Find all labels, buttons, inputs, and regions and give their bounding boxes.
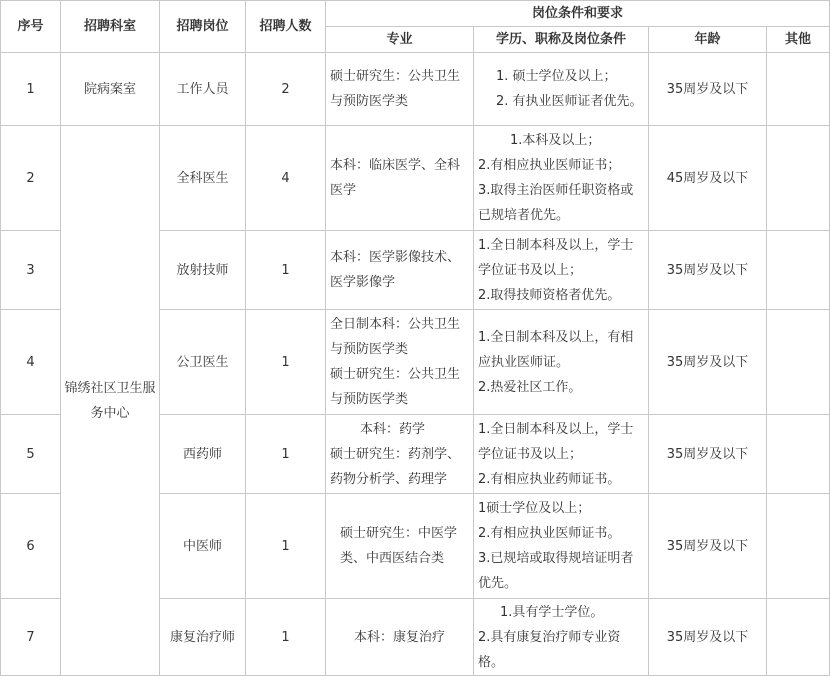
header-education: 学历、职称及岗位条件	[474, 27, 649, 53]
major-line: 本科：康复治疗	[353, 629, 445, 645]
requirement-line: 2.有相应执业医师证书；	[478, 158, 621, 173]
requirement-line: 学位证书及以上；	[478, 446, 583, 462]
cell-post: 中医师	[160, 494, 246, 599]
cell-seq: 3	[1, 231, 61, 310]
cell-post: 放射技师	[160, 231, 246, 310]
cell-major	[326, 126, 474, 231]
requirement-line: 2.有相应执业医师证书。	[478, 526, 621, 541]
cell-post: 西药师	[160, 415, 246, 494]
requirement-line: 3.已规培或取得规培证明者	[478, 551, 634, 566]
cell-requirements	[474, 126, 649, 231]
cell-age: 45周岁及以下	[649, 126, 767, 231]
cell-major	[326, 53, 474, 126]
cell-count: 1	[246, 494, 326, 599]
cell-count: 2	[246, 53, 326, 126]
cell-seq: 1	[1, 53, 61, 126]
requirement-line: 2.取得技师资格者优先。	[478, 287, 621, 303]
header-age: 年龄	[649, 27, 767, 53]
cell-requirements	[474, 53, 649, 126]
cell-dept-merged: 锦绣社区卫生服务中心	[61, 126, 160, 676]
requirement-line: 3.取得主治医师任职资格或	[478, 183, 634, 198]
cell-count: 1	[246, 599, 326, 676]
cell-other	[767, 310, 830, 415]
cell-count: 1	[246, 415, 326, 494]
requirement-line: 1.全日制本科及以上，学士	[478, 421, 634, 437]
header-row-1	[1, 1, 830, 27]
cell-major	[326, 599, 474, 676]
major-line: 医学影像学	[330, 275, 396, 290]
header-count: 招聘人数	[246, 1, 326, 53]
header-conditions: 岗位条件和要求	[326, 1, 830, 27]
major-line: 硕士研究生：药剂学、	[330, 446, 461, 462]
cell-other	[767, 53, 830, 126]
header-major: 专业	[326, 27, 474, 53]
requirement-line: 1.具有学士学位。	[500, 604, 604, 620]
requirement-line: 2.具有康复治疗师专业资格。	[478, 629, 621, 670]
requirement-line: 已规培者优先。	[478, 208, 570, 223]
cell-post: 公卫医生	[160, 310, 246, 415]
cell-age: 35周岁及以下	[649, 415, 767, 494]
requirement-line: 1.全日制本科及以上，有相	[478, 329, 634, 345]
requirement-line: 1硕士学位及以上；	[478, 501, 591, 516]
cell-other	[767, 599, 830, 676]
header-other: 其他	[767, 27, 830, 53]
cell-major	[326, 231, 474, 310]
requirement-line: 1. 硕士学位及以上；	[496, 69, 617, 84]
requirement-line: 应执业医师证。	[478, 354, 570, 370]
requirement-line: 2. 有执业医师证者优先。	[496, 94, 643, 109]
major-line: 本科：临床医学、全科	[330, 158, 461, 173]
requirement-line: 1.本科及以上；	[510, 133, 601, 148]
cell-seq: 6	[1, 494, 61, 599]
cell-other	[767, 415, 830, 494]
header-post: 招聘岗位	[160, 1, 246, 53]
major-line: 本科：医学影像技术、	[330, 250, 461, 265]
cell-post: 工作人员	[160, 53, 246, 126]
cell-requirements	[474, 231, 649, 310]
requirement-line: 2.有相应执业药师证书。	[478, 471, 621, 487]
cell-requirements	[474, 310, 649, 415]
cell-other	[767, 231, 830, 310]
cell-count: 4	[246, 126, 326, 231]
cell-requirements	[474, 599, 649, 676]
cell-requirements	[474, 415, 649, 494]
cell-other	[767, 494, 830, 599]
table-row	[1, 53, 830, 126]
cell-major	[326, 415, 474, 494]
cell-age: 35周岁及以下	[649, 231, 767, 310]
cell-count: 1	[246, 310, 326, 415]
cell-major	[326, 310, 474, 415]
header-dept: 招聘科室	[61, 1, 160, 53]
table-row	[1, 126, 830, 231]
cell-age: 35周岁及以下	[649, 53, 767, 126]
cell-dept: 院病案室	[61, 53, 160, 126]
major-line: 硕士研究生：公共卫生	[330, 69, 461, 84]
cell-other	[767, 126, 830, 231]
cell-seq: 4	[1, 310, 61, 415]
major-line: 类、中西医结合类	[340, 551, 445, 566]
major-line: 药物分析学、药理学	[330, 471, 448, 487]
cell-age: 35周岁及以下	[649, 599, 767, 676]
major-line: 与预防医学类	[330, 342, 409, 357]
major-line: 与预防医学类	[330, 94, 409, 109]
cell-major	[326, 494, 474, 599]
major-line: 本科：药学	[360, 421, 426, 437]
cell-post: 康复治疗师	[160, 599, 246, 676]
header-seq: 序号	[1, 1, 61, 53]
requirement-line: 2.热爱社区工作。	[478, 379, 582, 395]
cell-requirements	[474, 494, 649, 599]
cell-age: 35周岁及以下	[649, 310, 767, 415]
major-line: 全日制本科：公共卫生	[330, 317, 461, 332]
major-line: 与预防医学类	[330, 392, 409, 407]
cell-count: 1	[246, 231, 326, 310]
major-line: 医学	[330, 183, 357, 198]
cell-age: 35周岁及以下	[649, 494, 767, 599]
requirement-line: 学位证书及以上；	[478, 262, 583, 278]
cell-seq: 7	[1, 599, 61, 676]
requirement-line: 优先。	[478, 576, 518, 591]
cell-post: 全科医生	[160, 126, 246, 231]
cell-seq: 5	[1, 415, 61, 494]
major-line: 硕士研究生：中医学	[340, 526, 458, 541]
cell-seq: 2	[1, 126, 61, 231]
major-line: 硕士研究生：公共卫生	[330, 367, 461, 382]
requirement-line: 1.全日制本科及以上，学士	[478, 237, 634, 253]
